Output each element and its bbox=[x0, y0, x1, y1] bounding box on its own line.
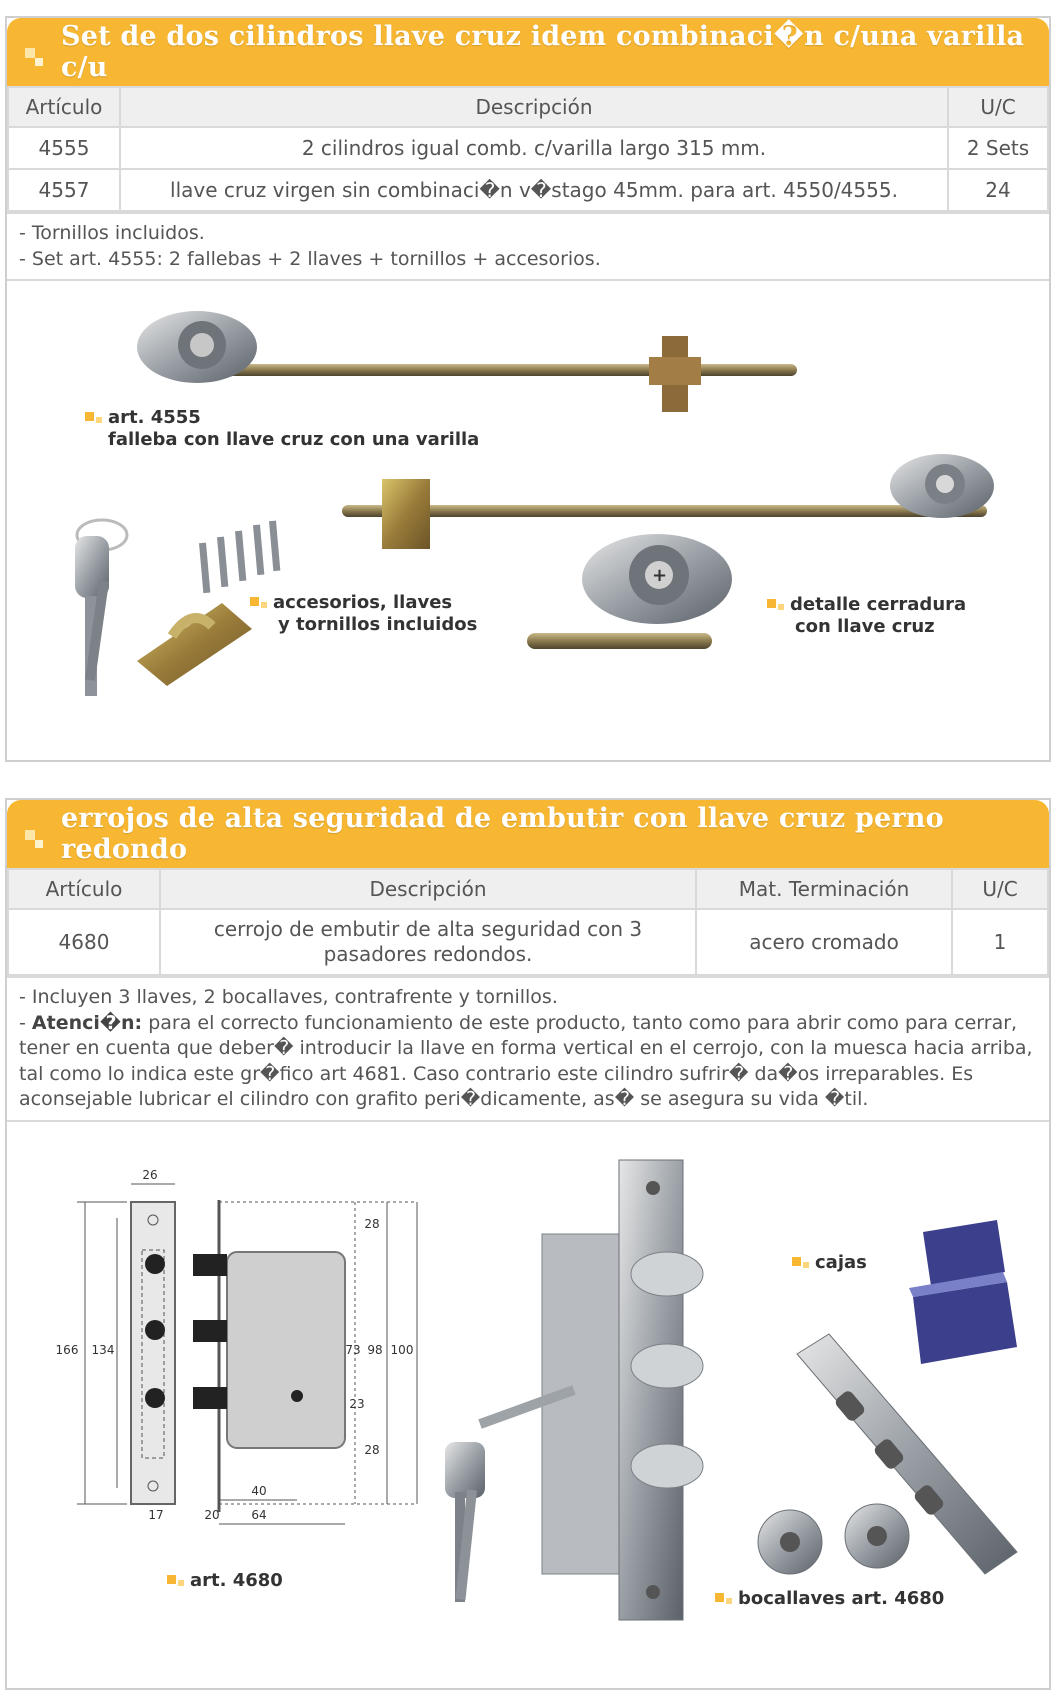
caption-art-4555: art. 4555 falleba con llave cruz con una varilla bbox=[85, 407, 479, 451]
notes-2 bbox=[7, 976, 1049, 1120]
svg-text:23: 23 bbox=[349, 1396, 365, 1411]
caption-bocallaves: bocallaves art. 4680 bbox=[715, 1588, 944, 1610]
cell-articulo: 4555 bbox=[8, 127, 120, 169]
bullet-icon bbox=[261, 602, 267, 608]
table-row bbox=[8, 127, 1048, 169]
bullet-icon bbox=[792, 1257, 801, 1266]
svg-text:73: 73 bbox=[345, 1342, 361, 1357]
bracket-image bbox=[137, 603, 252, 686]
product-table-2 bbox=[7, 868, 1049, 976]
svg-text:98: 98 bbox=[367, 1342, 383, 1357]
col-mat: Mat. Terminación bbox=[696, 869, 952, 909]
svg-text:100: 100 bbox=[390, 1342, 414, 1357]
col-uc: U/C bbox=[952, 869, 1048, 909]
caption-cajas: cajas bbox=[792, 1252, 867, 1274]
col-uc: U/C bbox=[948, 87, 1048, 127]
notes-1 bbox=[7, 212, 1049, 279]
boxes-photo bbox=[909, 1220, 1017, 1364]
table-row bbox=[8, 909, 1048, 975]
section-1-header bbox=[7, 18, 1049, 86]
falleba-top-image bbox=[137, 311, 797, 412]
bullet-icon bbox=[767, 599, 776, 608]
caption-art-4680: art. 4680 bbox=[167, 1570, 283, 1592]
bullet-icon bbox=[726, 1598, 732, 1604]
col-descripcion: Descripción bbox=[160, 869, 696, 909]
svg-text:134: 134 bbox=[91, 1342, 115, 1357]
product-illustration-1 bbox=[7, 281, 1049, 769]
bullet-icon bbox=[167, 1575, 176, 1584]
header-bullet-icon bbox=[25, 48, 35, 58]
lock-detail-image bbox=[527, 534, 732, 649]
bullet-icon bbox=[778, 604, 784, 610]
header-bullet-icon bbox=[25, 830, 35, 840]
section-1-title: Set de dos cilindros llave cruz idem combinaci�n c/una varilla c/u bbox=[61, 21, 1025, 83]
col-articulo: Artículo bbox=[8, 87, 120, 127]
product-table-1 bbox=[7, 86, 1049, 212]
note-line: - Incluyen 3 llaves, 2 bocallaves, contrafrente y tornillos. bbox=[19, 986, 558, 1008]
note-line: - Set art. 4555: 2 fallebas + 2 llaves + tornillos + accesorios. bbox=[19, 247, 601, 270]
svg-text:28: 28 bbox=[364, 1216, 380, 1231]
header-bullet-icon bbox=[35, 840, 43, 848]
bullet-icon bbox=[250, 597, 259, 606]
svg-text:17: 17 bbox=[148, 1507, 164, 1522]
bullet-icon bbox=[96, 417, 102, 423]
section-2-header bbox=[7, 800, 1049, 868]
caption-accesorios: accesorios, llaves y tornillos incluidos bbox=[250, 592, 477, 636]
svg-text:28: 28 bbox=[364, 1442, 380, 1457]
keys-image bbox=[75, 520, 127, 696]
col-descripcion: Descripción bbox=[120, 87, 948, 127]
product-section-1 bbox=[5, 16, 1051, 762]
note-attention: - Atenci�n: para el correcto funcionamiento de este producto, tanto como para abrir como para cerrar, tener en cuenta que deber� introducir la llave en forma vertical en el cerrojo, con la muesca hacia arriba, tal como lo indica este gr�fico art 4681. Caso contrario este cilindro sufrir� da�os irreparables. Es aconsejable lubricar el cilindro con grafito peri�dicamente, as� se asegura su vida �til. bbox=[19, 1011, 1033, 1110]
svg-text:20: 20 bbox=[204, 1507, 220, 1522]
technical-drawing bbox=[77, 1184, 417, 1524]
svg-text:+: + bbox=[652, 565, 668, 586]
caption-detalle: detalle cerradura con llave cruz bbox=[767, 594, 966, 638]
cell-articulo: 4680 bbox=[8, 909, 160, 975]
product-section-2 bbox=[5, 798, 1051, 1690]
cell-mat: acero cromado bbox=[696, 909, 952, 975]
svg-text:26: 26 bbox=[142, 1167, 158, 1182]
cell-descripcion: 2 cilindros igual comb. c/varilla largo 315 mm. bbox=[120, 127, 948, 169]
cell-uc: 24 bbox=[948, 169, 1048, 211]
bullet-icon bbox=[715, 1593, 724, 1602]
cell-uc: 2 Sets bbox=[948, 127, 1048, 169]
note-line: - Tornillos incluidos. bbox=[19, 222, 205, 244]
col-articulo: Artículo bbox=[8, 869, 160, 909]
screws-image bbox=[199, 521, 280, 593]
bullet-icon bbox=[803, 1262, 809, 1268]
svg-text:166: 166 bbox=[55, 1342, 79, 1357]
table-header-row bbox=[8, 869, 1048, 909]
header-bullet-icon bbox=[35, 58, 43, 66]
svg-text:40: 40 bbox=[251, 1483, 267, 1498]
section-2-title: errojos de alta seguridad de embutir con llave cruz perno redondo bbox=[61, 803, 944, 865]
lock-photo bbox=[445, 1160, 703, 1620]
bullet-icon bbox=[85, 412, 94, 421]
table-header-row bbox=[8, 87, 1048, 127]
cell-descripcion: cerrojo de embutir de alta seguridad con 3 pasadores redondos. bbox=[160, 909, 696, 975]
escutcheons-photo bbox=[758, 1504, 909, 1574]
cell-uc: 1 bbox=[952, 909, 1048, 975]
bullet-icon bbox=[178, 1580, 184, 1586]
svg-text:64: 64 bbox=[251, 1507, 267, 1522]
product-image-area-1 bbox=[7, 279, 1049, 769]
cell-articulo: 4557 bbox=[8, 169, 120, 211]
product-image-area-2 bbox=[7, 1120, 1049, 1674]
table-row bbox=[8, 169, 1048, 211]
cell-descripcion: llave cruz virgen sin combinaci�n v�stago 45mm. para art. 4550/4555. bbox=[120, 169, 948, 211]
